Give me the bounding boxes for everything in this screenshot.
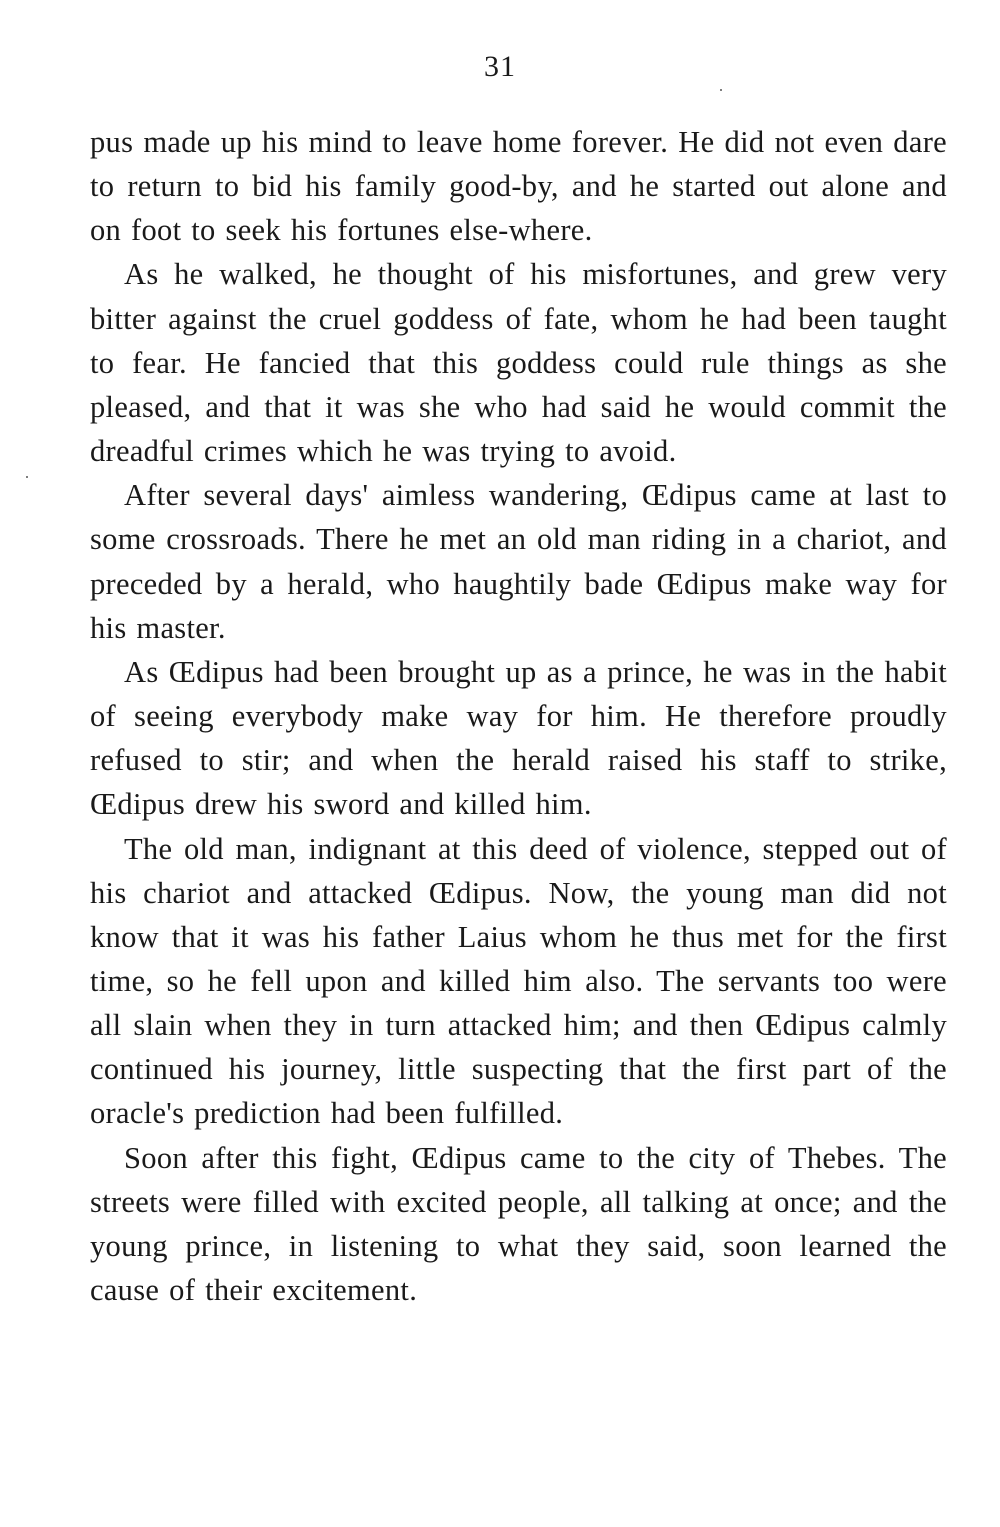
paragraph-6: Soon after this fight, Œdipus came to the city of Thebes. The streets were filled with excited people, all talking at once; and the young prince, in listening to what they said, soon learned the cause of their excitement. — [90, 1140, 947, 1308]
paragraph-1: pus made up his mind to leave home forever. He did not even dare to return to bid his family good-by, and he started out alone and on foot to seek his fortunes else-where. — [90, 125, 947, 248]
body-text — [90, 120, 947, 1312]
scan-speck — [26, 476, 28, 478]
paragraph-4: As Œdipus had been brought up as a prince, he was in the habit of seeing everybody make way for him. He therefore proudly refused to stir; and when the herald raised his staff to strike, Œdipus drew his sword and killed him. — [90, 654, 947, 822]
paragraph-2: As he walked, he thought of his misfortunes, and grew very bitter against the cruel goddess of fate, whom he had been taught to fear. He fancied that this goddess could rule things as she pleased, and that it was she who had said he would commit the dreadful crimes which he was trying to avoid. — [90, 257, 947, 469]
paragraph-3: After several days' aimless wandering, Œdipus came at last to some crossroads. There he met an old man riding in a chariot, and preceded by a herald, who haughtily bade Œdipus make way for his master. — [90, 478, 947, 645]
page-number: 31 — [484, 50, 516, 83]
paragraph-5: The old man, indignant at this deed of violence, stepped out of his chariot and attacked Œdipus. Now, the young man did not know that it was his father Laius whom he thus met for the first time, so he fell upon and killed him also. The servants too were all slain when they in turn attacked him; and then Œdipus calmly continued his journey, little suspecting that the first part of the oracle's prediction had been fulfilled. — [90, 831, 947, 1131]
scan-speck — [720, 89, 722, 91]
